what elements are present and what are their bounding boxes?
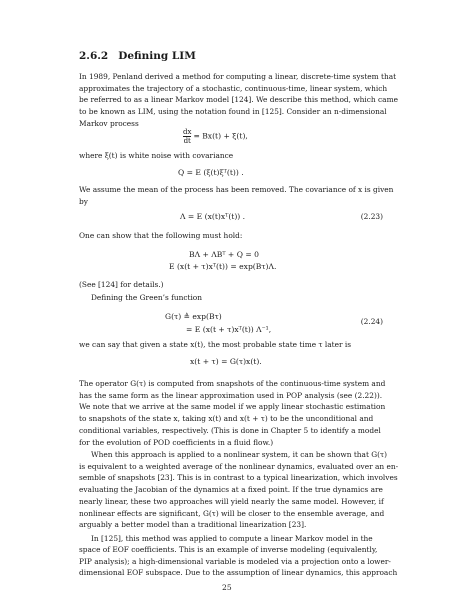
text-line: we can say that given a state x(t), the most probable state time τ later is <box>79 340 352 349</box>
section-title: Defining LIM <box>118 50 196 62</box>
paragraph-probable-state <box>79 339 384 351</box>
text-line: is equivalent to a weighted average of the nonlinear dynamics, evaluated over an en- <box>79 461 399 471</box>
section-heading <box>79 50 196 62</box>
text-line: The operator G(τ) is computed from snapshots of the continuous-time system and <box>79 379 386 388</box>
text-line: One can show that the following must hold: <box>79 231 243 240</box>
paragraph-operator <box>79 378 384 448</box>
text-line: (See [124] for details.) <box>79 280 164 289</box>
text-line: We assume the mean of the process has been removed. The covariance of x is given <box>79 185 394 194</box>
fraction-numerator: dx <box>183 128 192 136</box>
text-line: to snapshots of the state x, taking x(t) and x(t + τ) to be the unconditional and <box>79 414 374 424</box>
paragraph-see <box>79 279 384 291</box>
text-line: Defining the Green’s function <box>91 293 203 302</box>
text-line: nearly linear, these two approaches will yield nearly the same model. However, if <box>79 496 384 506</box>
text-line: to be known as LIM, using the notation found in [125]. Consider an n-dimensional <box>79 107 387 117</box>
text-line: space of EOF coefficients. This is an example of inverse modeling (equivalently, <box>79 545 378 555</box>
text-line: In [125], this method was applied to compute a linear Markov model in the <box>91 534 373 543</box>
equation-lagged-covariance: E (x(t + τ)xᵀ(t)) = exp(Bτ)Λ. <box>169 262 277 271</box>
text-line: for the evolution of POD coefficients in a fluid flow.) <box>79 437 274 447</box>
text-line: arguably a better model than a traditional linearization [23]. <box>79 520 307 530</box>
text-line: approximates the trajectory of a stochastic, continuous-time, linear system, which <box>79 83 388 93</box>
paragraph-eof <box>79 533 398 579</box>
equation-lyapunov: BΛ + ΛBᵀ + Q = 0 <box>189 250 259 259</box>
derivative-fraction <box>183 128 191 145</box>
text-line: be referred to as a linear Markov model [124]. We describe this method, which came <box>79 95 398 105</box>
text-line: by <box>79 196 88 206</box>
paragraph-intro <box>79 71 398 130</box>
text-line: When this approach is applied to a nonlinear system, it can be shown that G(τ) <box>91 450 388 459</box>
text-line: Markov process <box>79 118 139 128</box>
paragraph-nonlinear <box>79 449 399 531</box>
equation-number: (2.23) <box>360 212 383 221</box>
equation-markov-process <box>183 128 248 145</box>
equation-number: (2.24) <box>360 317 383 326</box>
equation-covariance-lambda: Λ = E (x(t)xᵀ(t)) . <box>180 212 246 221</box>
paragraph-hold <box>79 230 384 242</box>
text-line: In 1989, Penland derived a method for computing a linear, discrete-time system that <box>79 72 397 81</box>
section-number: 2.6.2 <box>79 50 109 62</box>
text-line: nonlinear effects are significant, G(τ) will be closer to the ensemble average, and <box>79 508 385 518</box>
text-line: We note that we arrive at the same model if we apply linear stochastic estimation <box>79 402 386 412</box>
text-line: conditional variables, respectively. (This is done in Chapter 5 to identify a model <box>79 425 381 435</box>
equation-greens-function-2: = E (x(t + τ)xᵀ(t)) Λ⁻¹, <box>186 325 272 334</box>
equation-greens-function-1: G(τ) ≜ exp(Bτ) <box>165 312 222 321</box>
equation-propagation: x(t + τ) = G(τ)x(t). <box>190 357 262 366</box>
page-number: 25 <box>222 583 232 592</box>
text-line: semble of snapshots [23]. This is in contrast to a typical linearization, which involves <box>79 473 398 483</box>
text-line: PIP analysis); a high-dimensional variable is modeled via a projection onto a lower- <box>79 556 391 566</box>
paragraph-greens <box>79 292 396 304</box>
paragraph-mean <box>79 184 394 207</box>
equation-rhs: = Bx(t) + ξ(t), <box>193 131 248 141</box>
paragraph-noise <box>79 150 384 162</box>
text-line: dimensional EOF subspace. Due to the assumption of linear dynamics, this approach <box>79 568 398 578</box>
fraction-denominator: dt <box>183 137 191 145</box>
text-line: has the same form as the linear approximation used in POP analysis (see (2.22)). <box>79 390 383 400</box>
equation-covariance-q: Q = E (ξ(t)ξᵀ(t)) . <box>178 168 244 177</box>
text-line: where ξ(t) is white noise with covariance <box>79 151 234 160</box>
text-line: evaluating the Jacobian of the dynamics at a fixed point. If the true dynamics are <box>79 485 383 495</box>
